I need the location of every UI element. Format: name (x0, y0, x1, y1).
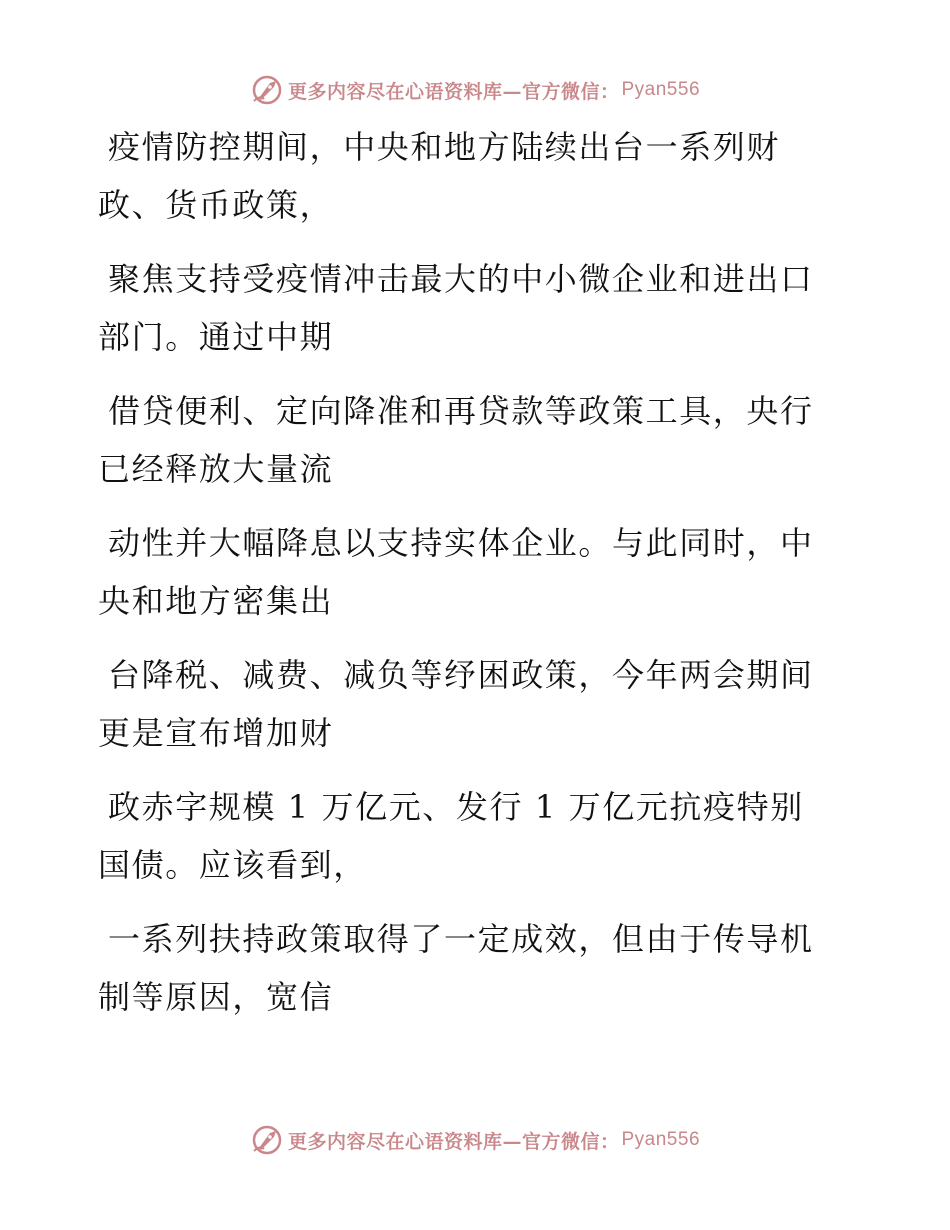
pen-nib-logo-icon (250, 1123, 284, 1157)
paragraph (98, 514, 858, 630)
paragraph-line: 央和地方密集出 (98, 582, 334, 620)
paragraph-line: 国债。应该看到， (98, 846, 367, 884)
paragraph-line: 更是宣布增加财 (98, 714, 334, 752)
paragraph-line: 疫情防控期间，中央和地方陆续出台一系列财 (108, 128, 781, 166)
watermark-text: 更多内容尽在心语资料库—官方微信： (287, 80, 620, 103)
paragraph-line: 政、货币政策， (98, 186, 334, 224)
paragraph-line: 一系列扶持政策取得了一定成效，但由于传导机 (108, 920, 814, 958)
paragraph (98, 250, 858, 366)
document-body (98, 118, 858, 1042)
paragraph (98, 646, 858, 762)
header-watermark (0, 70, 950, 110)
paragraph-line: 部门。通过中期 (98, 318, 334, 356)
paragraph (98, 778, 858, 894)
footer-watermark (0, 1120, 950, 1160)
paragraph-line: 动性并大幅降息以支持实体企业。与此同时，中 (108, 524, 814, 562)
paragraph (98, 118, 858, 234)
paragraph-line: 聚焦支持受疫情冲击最大的中小微企业和进出口 (108, 260, 814, 298)
watermark-wechat-id: Pyan556 (621, 79, 701, 100)
paragraph-line: 政赤字规模 1 万亿元、发行 1 万亿元抗疫特别 (108, 788, 804, 826)
paragraph-line: 已经释放大量流 (98, 450, 334, 488)
watermark-wechat-id: Pyan556 (621, 1129, 701, 1150)
pen-nib-logo-icon (250, 73, 284, 107)
watermark-text: 更多内容尽在心语资料库—官方微信： (287, 1130, 620, 1153)
paragraph-line: 制等原因，宽信 (98, 978, 334, 1016)
paragraph-line: 借贷便利、定向降准和再贷款等政策工具，央行 (108, 392, 814, 430)
paragraph (98, 910, 858, 1026)
paragraph (98, 382, 858, 498)
paragraph-line: 台降税、减费、减负等纾困政策，今年两会期间 (108, 656, 814, 694)
